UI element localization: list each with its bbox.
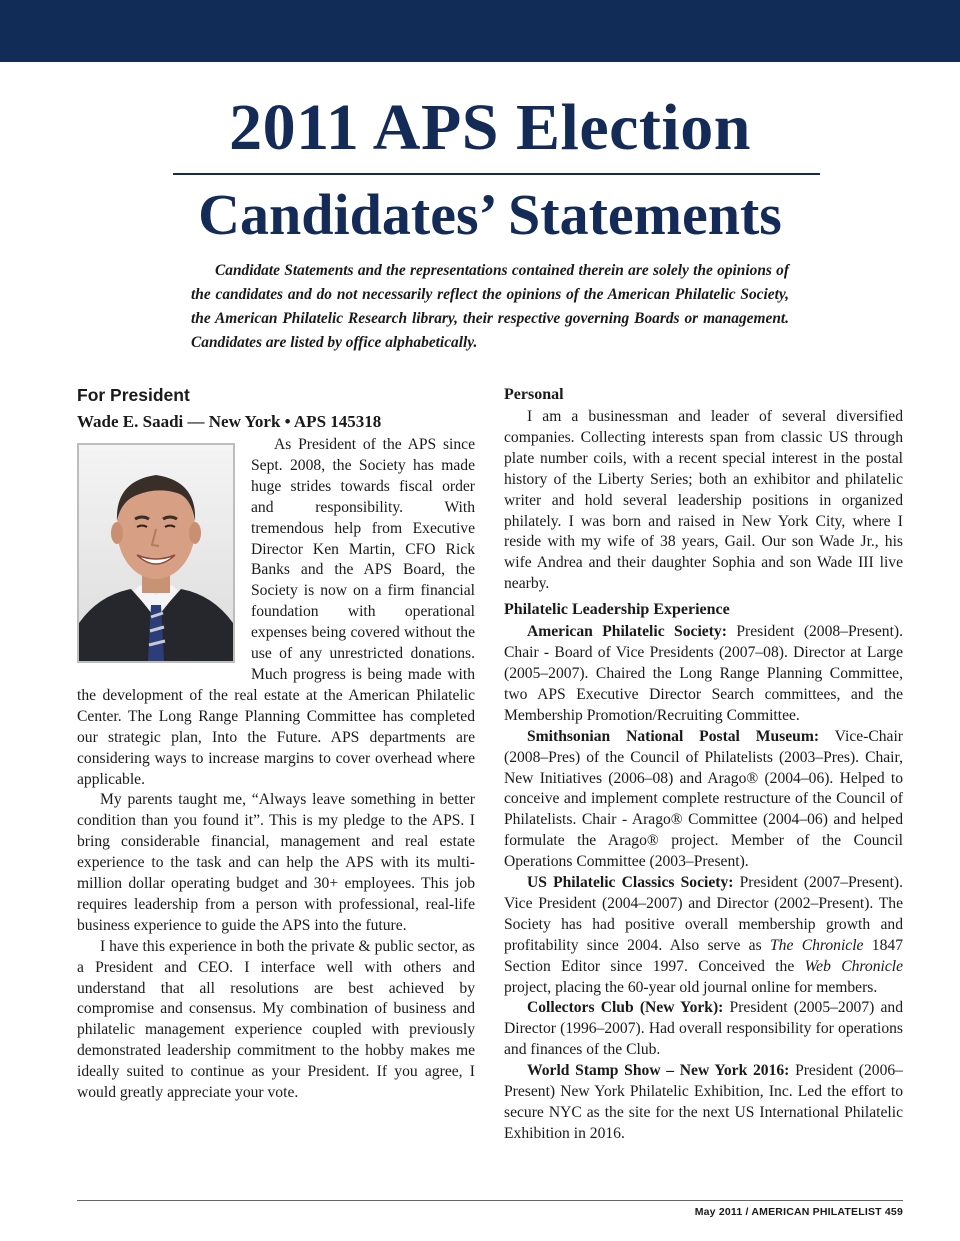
org-name-snpm: Smithsonian National Postal Museum: [527, 727, 820, 745]
candidate-name: Wade E. Saadi — New York • APS 145318 [77, 412, 382, 431]
page-footer: May 2011 / AMERICAN PHILATELIST 459 [694, 1206, 903, 1218]
page-title: 2011 APS Election [229, 91, 751, 164]
left-column [77, 384, 475, 1104]
org-name-aps: American Philatelic Society: [527, 623, 727, 641]
org-name-world-stamp-show: World Stamp Show – New York 2016: [527, 1062, 790, 1080]
experience-aps: American Philatelic Society: President (2008–Present). Chair - Board of Vice Presidents (2007–08). Director at Large (2005–2007). Chaired the Long Range Planning Committee, two APS Executive Director Search committees, and the Membership Promotion/Recruiting Committee. [504, 623, 903, 724]
footer-divider [77, 1200, 903, 1201]
org-name-uspcs: US Philatelic Classics Society: [527, 874, 734, 892]
statement-paragraph-2: My parents taught me, “Always leave something in better condition than you found it”. This is my pledge to the APS. I bring considerable financial, management and real estate experience to the task and can help the APS with its multi-million dollar operating budget and 30+ employees. This job requires leadership from a person with professional, real-life business experience to guide the APS into the future. [77, 791, 475, 934]
experience-collectors-club: Collectors Club (New York): President (2005–2007) and Director (1996–2007). Had overall responsibility for operations and finances of the Club. [504, 999, 903, 1059]
section-heading-president: For President [77, 385, 190, 405]
publication-title-web-chronicle: Web Chronicle [804, 957, 904, 975]
right-column [504, 384, 903, 1145]
org-name-collectors-club: Collectors Club (New York): [527, 999, 724, 1017]
page-subtitle: Candidates’ Statements [198, 182, 782, 247]
experience-uspcs: US Philatelic Classics Society: President (2007–Present). Vice President (2004–2007) and Director (2002–Present). The Society has had positive overall membership growth and profitability since 2004. Also serve as The Chronicle 1847 Section Editor since 1997. Conceived the Web Chronicle project, placing the 60-year old journal online for members. [504, 874, 904, 996]
top-banner-bar [0, 0, 960, 62]
publication-title-chronicle: The Chronicle [769, 936, 864, 954]
experience-heading: Philatelic Leadership Experience [504, 601, 730, 619]
title-divider [173, 173, 820, 175]
experience-world-stamp-show: World Stamp Show – New York 2016: President (2006–Present) New York Philatelic Exhibition, Inc. Led the effort to secure NYC as the site for the next US International Philatelic Exhibition in 2016. [504, 1062, 903, 1142]
statement-paragraph-3: I have this experience in both the private & public sector, as a President and CEO. I interface well with others and understand that all resolutions are best achieved by compromise and consensus. My combination of business and philatelic management experience coupled with previously demonstrated leadership commitment to the hobby makes me ideally suited to continue as your President. If you agree, I would greatly appreciate your vote. [77, 937, 475, 1102]
personal-paragraph: I am a businessman and leader of several diversified companies. Collecting interests span from classic US through plate number coils, with a recent special interest in the postal history of the Liberty Series; both an exhibitor and philatelic writer and hold several leadership positions in organized philately. I was born and raised in New York City, where I reside with my wife of 38 years, Gail. Our son Wade Jr., his wife Andrea and their daughter Sophia and son Wade III live nearby. [504, 408, 903, 593]
candidate-photo [77, 443, 235, 663]
personal-heading: Personal [504, 386, 564, 403]
statement-paragraph-1: As President of the APS since Sept. 2008, the Society has made huge strides towards fiscal order and responsibility. With tremendous help from Executive Director Ken Martin, CFO Rick Banks and the APS Board, the Society is now on a firm financial foundation with operational expenses being covered without the use of any unrestricted donations. Much progress is being made with the development of the real estate at the American Philatelic Center. The Long Range Planning Committee has completed our strategic plan, Into the Future. APS departments are considering ways to increase margins to cover overhead where applicable. [77, 436, 475, 788]
disclaimer-text: Candidate Statements and the representations contained therein are solely the opinions of the candidates and do not necessarily reflect the opinions of the American Philatelic Society, the American Philatelic Research library, their respective governing Boards or management. Candidates are listed by office alphabetically. [191, 262, 789, 351]
experience-snpm: Smithsonian National Postal Museum: Vice-Chair (2008–Pres) of the Council of Philatelists (2003–Pres). Chair, New Initiatives (2006–08) and Arago® (2004–06). Helped to conceive and implement complete restructure of the Council of Philatelists. Chair - Arago® Committee (2004–06) and helped formulate the Arago® project. Member of the Council Operations Committee (2003–Present). [504, 727, 903, 871]
